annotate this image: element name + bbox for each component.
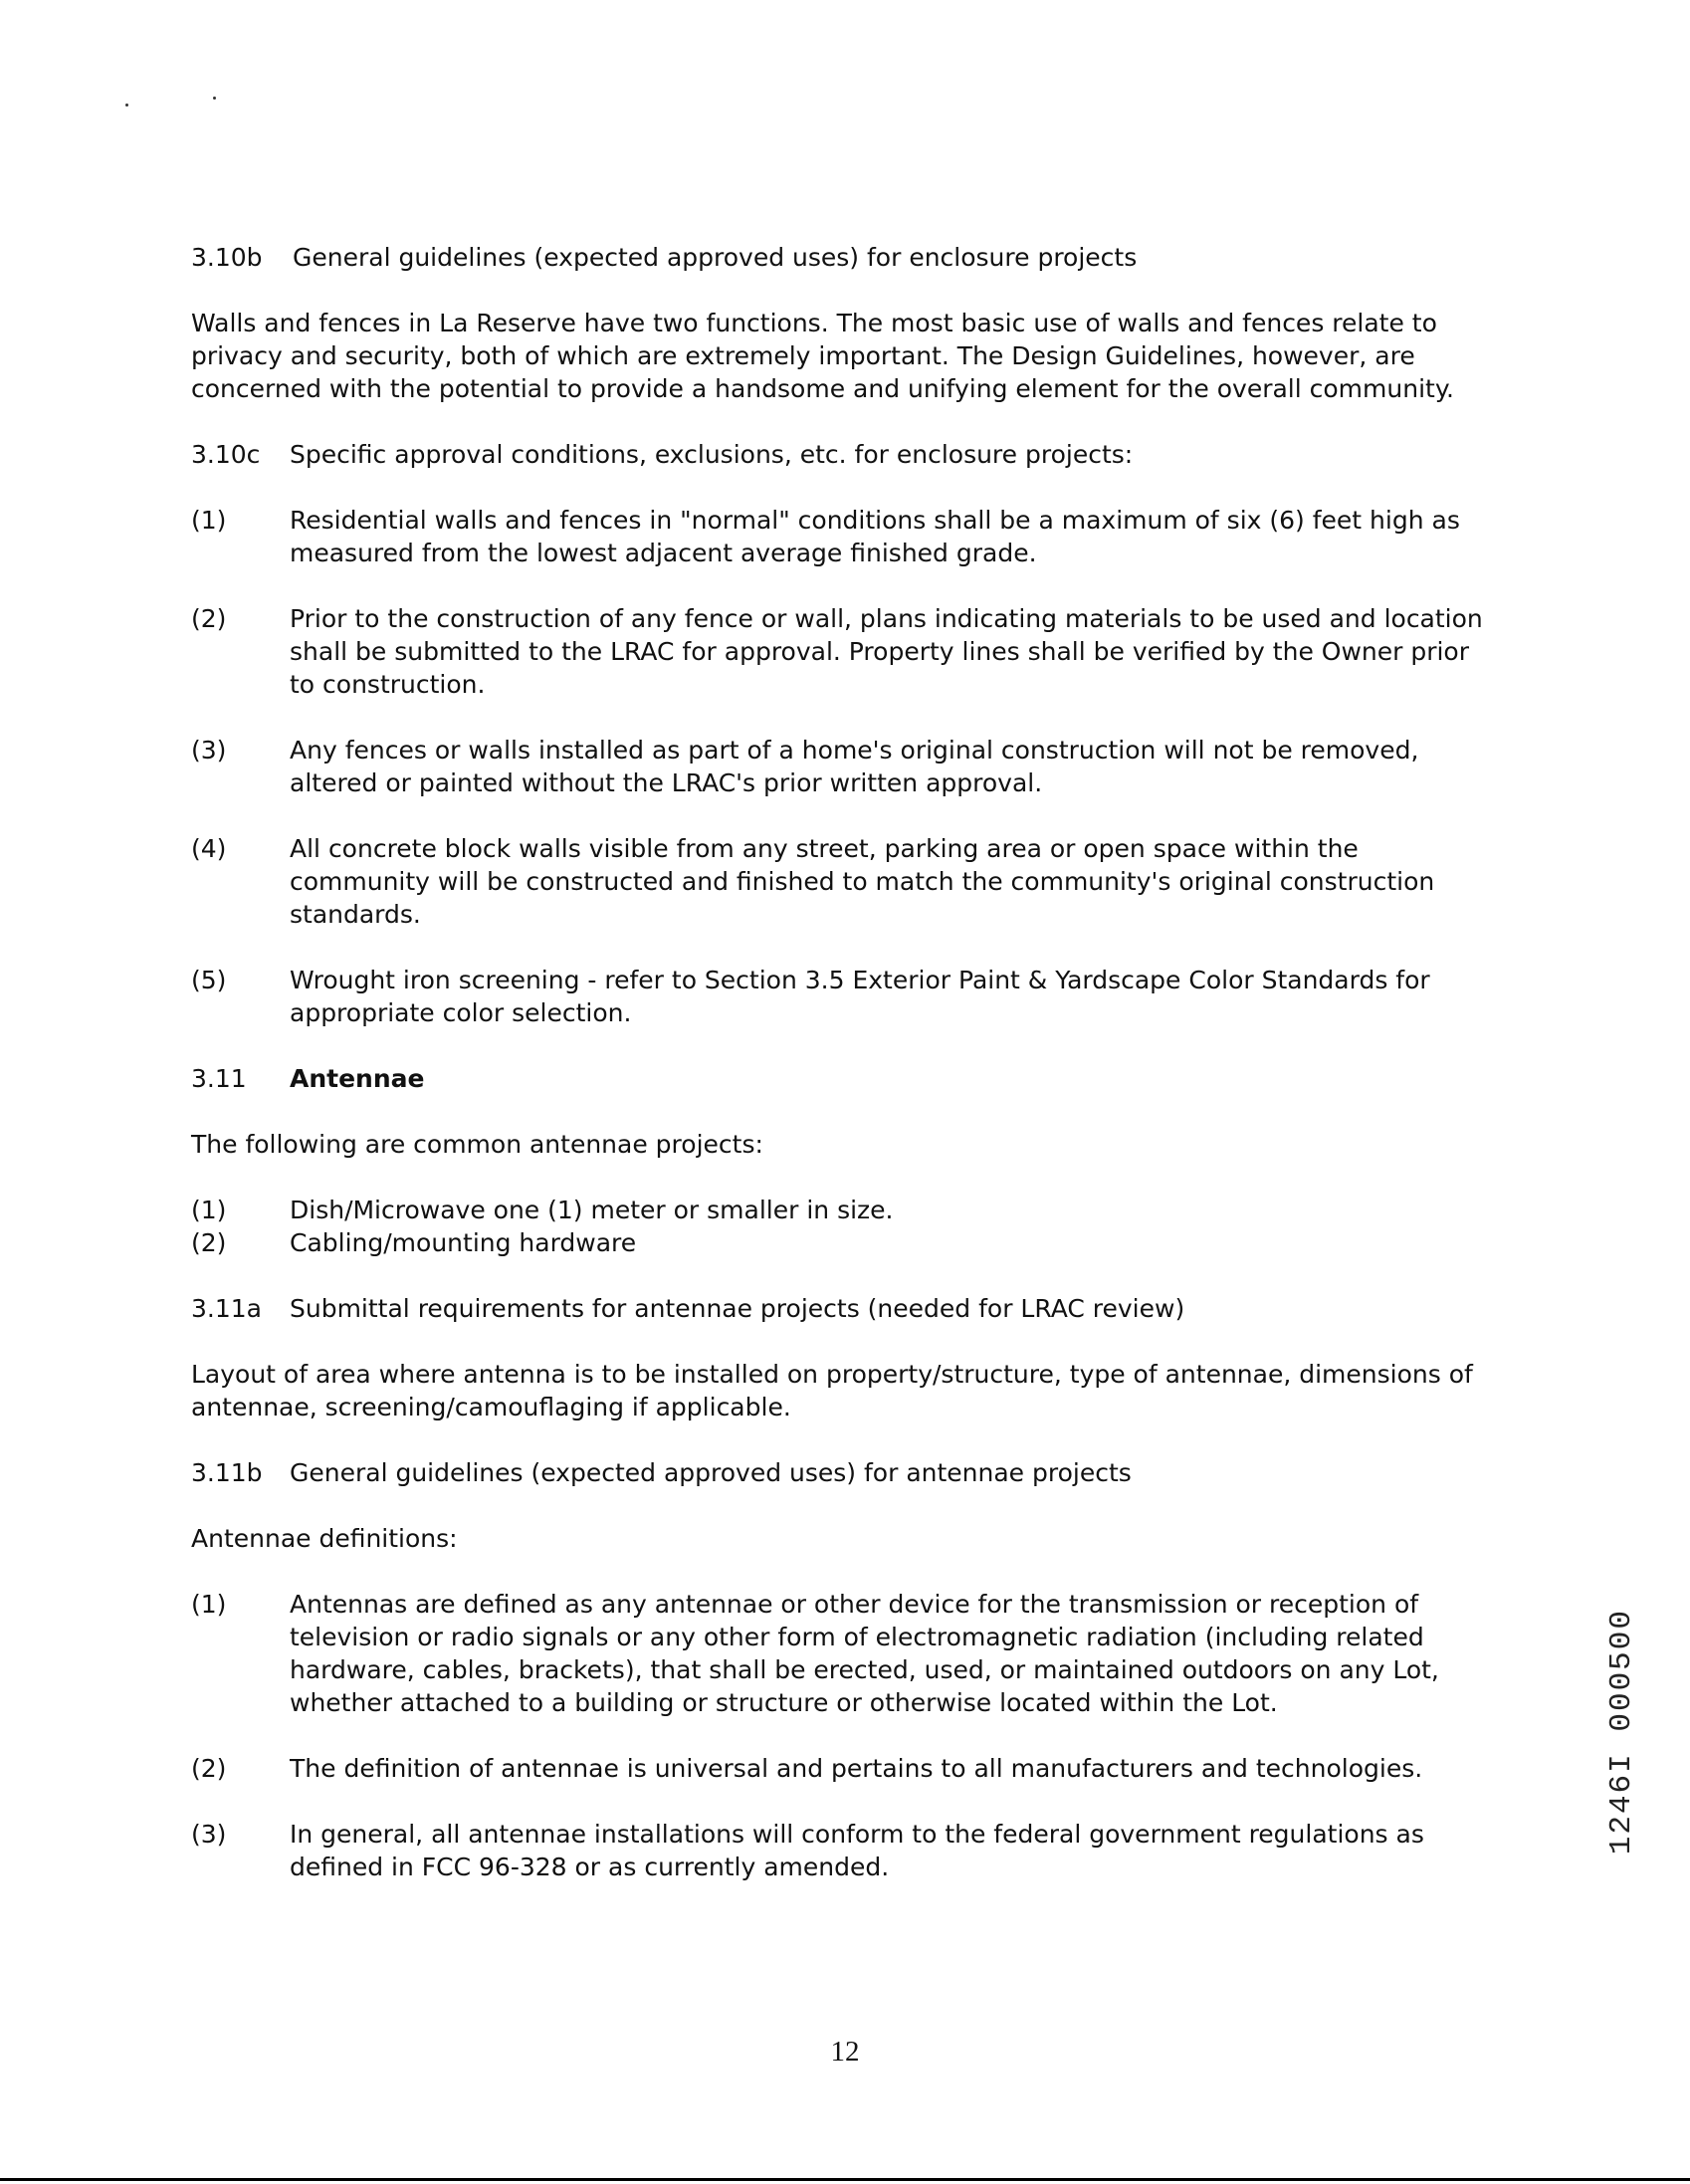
section-heading-3-11a <box>191 1292 1495 1325</box>
section-title: General guidelines (expected approved uses) for enclosure projects <box>293 243 1138 272</box>
list-item <box>191 1752 1495 1785</box>
section-number: 3.11b <box>191 1458 263 1487</box>
list-item <box>191 504 1495 569</box>
list-item-text: Any fences or walls installed as part of a home's original construction will not be removed, altered or painted without the LRAC's prior written approval. <box>290 736 1419 797</box>
list-item-number: (5) <box>191 966 227 994</box>
list-item <box>191 832 1495 931</box>
section-heading-3-11 <box>191 1062 1495 1095</box>
list-item-number: (2) <box>191 604 227 633</box>
list-item-number: (1) <box>191 1590 227 1619</box>
list-item-number: (1) <box>191 506 227 535</box>
list-item-number: (1) <box>191 1196 227 1224</box>
list-item-number: (2) <box>191 1228 227 1257</box>
section-heading-3-10b <box>191 241 1495 274</box>
document-body <box>191 241 1495 1916</box>
section-title: Antennae <box>290 1064 425 1093</box>
section-number: 3.10c <box>191 440 261 469</box>
list-item-text: In general, all antennae installations will conform to the federal government regulations as defined in FCC 96-328 or as currently amended. <box>290 1820 1424 1881</box>
section-title: General guidelines (expected approved uses) for antennae projects <box>290 1458 1132 1487</box>
list-item <box>191 964 1495 1029</box>
list-item <box>191 602 1495 701</box>
list-item-number: (3) <box>191 1820 227 1849</box>
list-item-number: (4) <box>191 834 227 863</box>
section-intro: Antennae definitions: <box>191 1524 458 1553</box>
list-item-text: Wrought iron screening - refer to Section 3.5 Exterior Paint & Yardscape Color Standards for appropriate color selection. <box>290 966 1430 1027</box>
section-paragraph: Walls and fences in La Reserve have two functions. The most basic use of walls and fences relate to privacy and security, both of which are extremely important. The Design Guidelines, however, are concerned with the potential to provide a handsome and unifying element for the overall community. <box>191 309 1455 403</box>
list-item-text: Antennas are defined as any antennae or other device for the transmission or reception of television or radio signals or any other form of electromagnetic radiation (including related hardware, cables, brackets), that shall be erected, used, or maintained outdoors on any Lot, whether attached to a building or structure or otherwise located within the Lot. <box>290 1590 1439 1717</box>
list-item-number: (3) <box>191 736 227 764</box>
section-intro: The following are common antennae projects: <box>191 1130 763 1159</box>
page-number: 12 <box>830 2036 860 2068</box>
page-bottom-edge <box>0 2178 1690 2181</box>
list-item <box>191 1194 1495 1226</box>
section-title: Specific approval conditions, exclusions, etc. for enclosure projects: <box>290 440 1134 469</box>
section-heading-3-11b <box>191 1456 1495 1489</box>
list-item-text: All concrete block walls visible from any street, parking area or open space within the community will be constructed and finished to match the community's original construction standards. <box>290 834 1435 929</box>
section-paragraph: Layout of area where antenna is to be installed on property/structure, type of antennae, dimensions of antennae, screening/camouflaging if applicable. <box>191 1360 1473 1421</box>
list-item <box>191 1588 1495 1719</box>
list-item <box>191 734 1495 799</box>
section-number: 3.11 <box>191 1064 247 1093</box>
document-stamp: 1246I 000500 <box>1604 1609 1639 1856</box>
list-item-text: Residential walls and fences in "normal" conditions shall be a maximum of six (6) feet high as measured from the lowest adjacent average finished grade. <box>290 506 1460 567</box>
list-item <box>191 1226 1495 1259</box>
list-item-text: The definition of antennae is universal and pertains to all manufacturers and technologies. <box>290 1754 1423 1783</box>
section-title: Submittal requirements for antennae projects (needed for LRAC review) <box>290 1294 1185 1323</box>
section-number: 3.10b <box>191 243 263 272</box>
list-item-text: Dish/Microwave one (1) meter or smaller in size. <box>290 1196 894 1224</box>
scan-speck <box>125 104 128 107</box>
list-item-text: Cabling/mounting hardware <box>290 1228 637 1257</box>
scan-speck <box>213 97 216 100</box>
list-item <box>191 1818 1495 1883</box>
list-item-number: (2) <box>191 1754 227 1783</box>
section-number: 3.11a <box>191 1294 262 1323</box>
list-item-text: Prior to the construction of any fence or wall, plans indicating materials to be used and location shall be submitted to the LRAC for approval. Property lines shall be verified by the Owner prior to construction. <box>290 604 1483 699</box>
section-heading-3-10c <box>191 438 1495 471</box>
